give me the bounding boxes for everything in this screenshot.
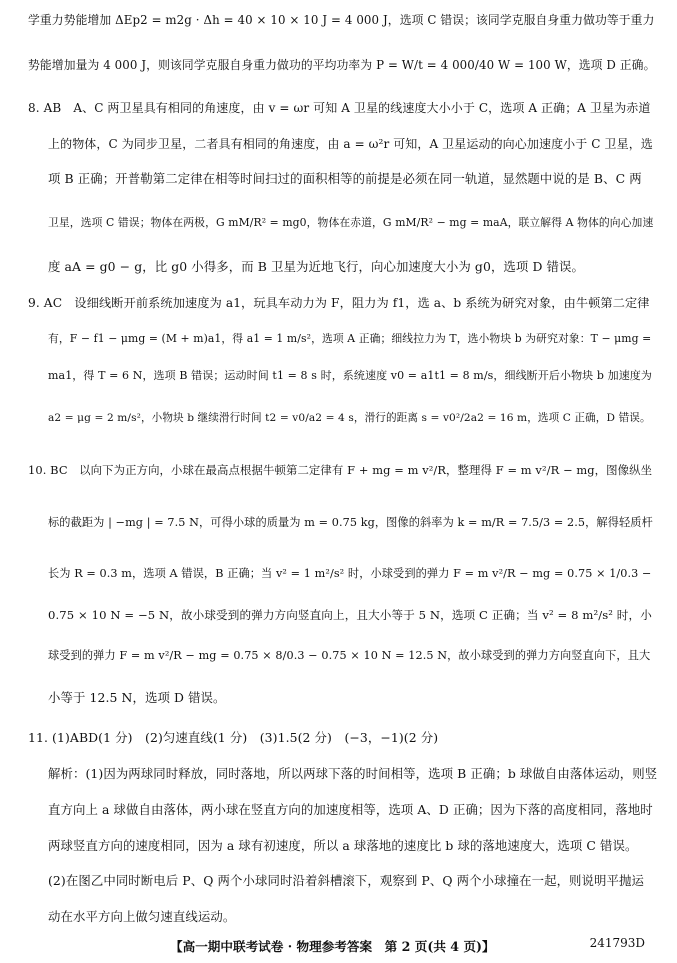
text-line: 球受到的弹力 F = m v²/R − mg = 0.75 × 8/0.3 − 0.75 × 10 N = 12.5 N，故小球受到的弹力方向竖直向下，且大	[48, 649, 651, 662]
text-line: 项 B 正确；开普勒第二定律在相等时间扫过的面积相等的前提是必须在同一轨道，显然题中说的是 B、C 两	[48, 171, 642, 186]
text-line: 标的截距为 | −mg | = 7.5 N，可得小球的质量为 m = 0.75 kg，图像的斜率为 k = m/R = 7.5/3 = 2.5，解得轻质杆	[48, 516, 653, 529]
text-line: 卫星，选项 C 错误；物体在两极，G mM/R² = mg0，物体在赤道，G mM/R² − mg = maA，联立解得 A 物体的向心加速	[48, 216, 654, 229]
text-line: 势能增加量为 4 000 J，则该同学克服自身重力做功的平均功率为 P = W/t = 4 000/40 W = 100 W，选项 D 正确。	[28, 58, 656, 72]
document-code: 241793D	[589, 936, 645, 950]
text-line: 两球竖直方向的速度相同，因为 a 球有初速度，所以 a 球落地的速度比 b 球的落地速度大，选项 C 错误。	[48, 838, 638, 853]
question-8-header: 8. AB A、C 两卫星具有相同的角速度，由 v = ωr 可知 A 卫星的线速度大小小于 C，选项 A 正确；A 卫星为赤道	[28, 101, 651, 115]
text-line: 上的物体，C 为同步卫星，二者具有相同的角速度，由 a = ω²r 可知，A 卫星运动的向心加速度小于 C 卫星，选	[48, 137, 653, 151]
text-line: ma1，得 T = 6 N，选项 B 错误；运动时间 t1 = 8 s 时，系统速度 v0 = a1t1 = 8 m/s，细线断开后小物块 b 加速度为	[48, 369, 653, 382]
text-line: 0.75 × 10 N = −5 N，故小球受到的弹力方向竖直向上，且大小等于 5 N，选项 C 正确；当 v² = 8 m²/s² 时，小	[48, 608, 652, 622]
text-line: (2)在图乙中同时断电后 P、Q 两个小球同时沿着斜槽滚下，观察到 P、Q 两个小球撞在一起，则说明平抛运	[48, 873, 645, 888]
page-footer: 【高一期中联考试卷 · 物理参考答案 第 2 页(共 4 页)】	[170, 939, 495, 954]
text-line: 动在水平方向上做匀速直线运动。	[48, 909, 236, 924]
text-line: a2 = μg = 2 m/s²，小物块 b 继续滑行时间 t2 = v0/a2 = 4 s，滑行的距离 s = v0²/2a2 = 16 m，选项 C 正确，D 错误。	[48, 412, 651, 424]
question-10-header: 10. BC 以向下为正方向，小球在最高点根据牛顿第二定律有 F + mg = m v²/R，整理得 F = m v²/R − mg，图像纵坐	[28, 463, 653, 477]
text-line: 度 aA = g0 − g，比 g0 小得多，而 B 卫星为近地飞行，向心加速度大小为 g0，选项 D 错误。	[48, 259, 584, 274]
question-9-header: 9. AC 设细线断开前系统加速度为 a1，玩具车动力为 F，阻力为 f1，选 a、b 系统为研究对象，由牛顿第二定律	[28, 296, 650, 310]
question-11-header: 11. (1)ABD(1 分) (2)匀速直线(1 分) (3)1.5(2 分) (−3，−1)(2 分)	[28, 730, 439, 745]
text-line: 学重力势能增加 ΔEp2 = m2g · Δh = 40 × 10 × 10 J = 4 000 J，选项 C 错误；该同学克服自身重力做功等于重力	[28, 13, 655, 27]
text-line: 小等于 12.5 N，选项 D 错误。	[48, 690, 226, 705]
text-line: 解析：(1)因为两球同时释放，同时落地，所以两球下落的时间相等，选项 B 正确；b 球做自由落体运动，则竖	[48, 766, 658, 781]
text-line: 直方向上 a 球做自由落体，两小球在竖直方向的加速度相等，选项 A、D 正确；因为下落的高度相同，落地时	[48, 802, 653, 817]
text-line: 长为 R = 0.3 m，选项 A 错误，B 正确；当 v² = 1 m²/s² 时，小球受到的弹力 F = m v²/R − mg = 0.75 × 1/0.3 −	[48, 567, 652, 580]
text-line: 有，F − f1 − μmg = (M + m)a1，得 a1 = 1 m/s²，选项 A 正确；细线拉力为 T，选小物块 b 为研究对象：T − μmg =	[48, 332, 652, 345]
